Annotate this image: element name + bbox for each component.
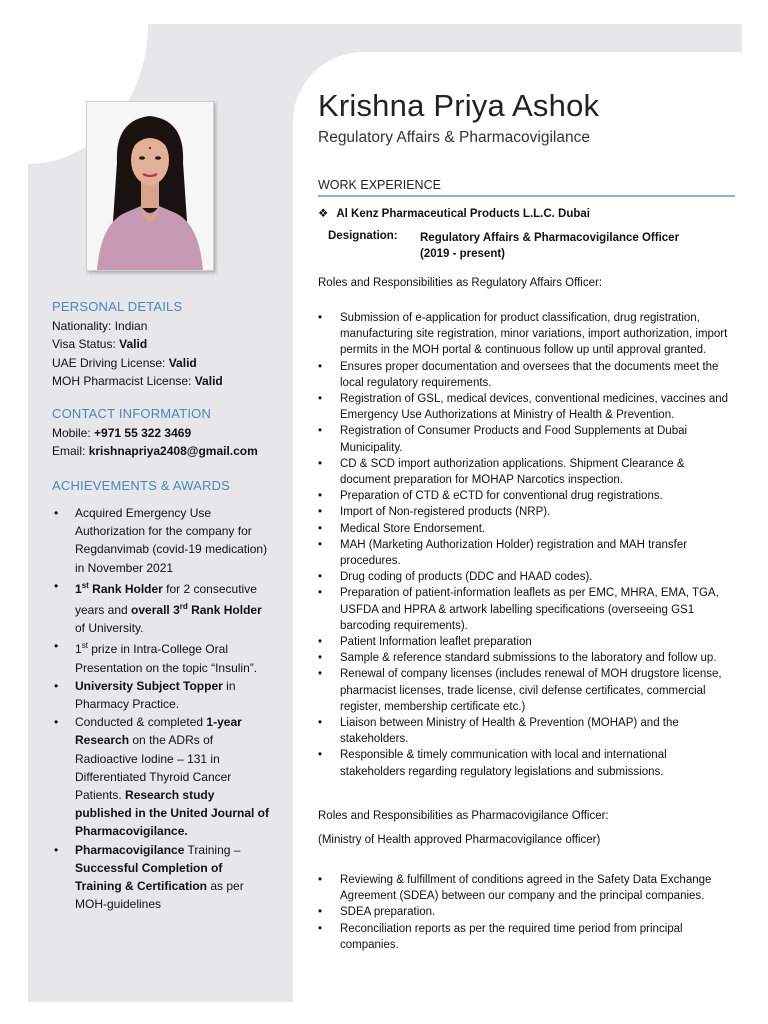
achievement-text: Successful Completion of Training & Certification [75, 860, 223, 894]
achievement-text: University Subject Topper [75, 678, 223, 693]
responsibility-item: • Medical Store Endorsement. [318, 521, 730, 537]
personal-details-section [52, 298, 223, 391]
responsibility-item: • Preparation of CTD & eCTD for conventional drug registrations. [318, 488, 730, 504]
responsibility-item: • Patient Information leaflet preparation [318, 634, 730, 650]
visa-label: Visa Status: [52, 337, 120, 351]
nationality-value: Indian [114, 318, 148, 333]
moh-license-value: Valid [194, 374, 223, 388]
company-name: Al Kenz Pharmaceutical Products L.L.C. Dubai [336, 208, 591, 220]
moh-license-line [52, 372, 223, 391]
email-line [52, 442, 258, 461]
visa-value: Valid [119, 337, 148, 351]
mobile-label: Mobile: [52, 425, 95, 440]
ra-responsibilities-list [318, 310, 730, 780]
achievement-sup: rd [179, 602, 188, 612]
achievement-text: Pharmacovigilance [75, 842, 185, 857]
responsibility-item: • MAH (Marketing Authorization Holder) registration and MAH transfer procedures. [318, 537, 730, 569]
achievement-item [52, 504, 272, 577]
achievement-text: for 2 consecutive years and [75, 581, 257, 618]
diamond-bullet-icon: ❖ [318, 208, 329, 220]
designation-title: Regulatory Affairs & Pharmacovigilance Officer [420, 232, 680, 244]
achievement-text: as per MOH-guidelines [75, 879, 244, 912]
responsibility-item: • Registration of Consumer Products and Food Supplements at Dubai Municipality. [318, 423, 730, 455]
driving-license-label: UAE Driving License: [52, 355, 169, 370]
achievement-item [52, 637, 272, 676]
work-experience-heading: WORK EXPERIENCE [318, 178, 441, 192]
contact-section [52, 405, 258, 461]
achievements-list [52, 504, 272, 913]
designation-value [420, 230, 679, 262]
ra-intro: Roles and Responsibilities as Regulatory Affairs Officer: [318, 277, 603, 289]
achievement-text: Conducted & completed [75, 715, 207, 730]
mobile-line [52, 424, 258, 443]
responsibility-item: • Registration of GSL, medical devices, conventional medicines, vaccines and Emergency Use Authorizations at Ministry of Health & Prevention. [318, 391, 730, 423]
responsibility-item: • Ensures proper documentation and oversees that the documents meet the local regulatory requirements. [318, 359, 730, 391]
achievement-text: prize in Intra-College Oral Presentation on the topic “Insulin”. [75, 642, 258, 675]
visa-line [52, 335, 223, 354]
responsibility-item: • Sample & reference standard submissions to the laboratory and follow up. [318, 650, 730, 666]
email-value[interactable]: krishnapriya2408@gmail.com [88, 444, 258, 458]
candidate-title: Regulatory Affairs & Pharmacovigilance [318, 129, 590, 146]
designation-label: Designation: [328, 230, 398, 242]
responsibility-item: • Responsible & timely communication with local and international stakeholders regarding regulatory legislations and submissions. [318, 747, 730, 779]
achievement-text: Rank Holder [187, 603, 262, 618]
achievement-text: 1 [75, 642, 82, 657]
driving-license-value: Valid [168, 355, 197, 370]
responsibility-item: • Reconciliation reports as per the required time period from principal companies. [318, 921, 730, 953]
pv-note: (Ministry of Health approved Pharmacovigilance officer) [318, 834, 601, 846]
pv-intro: Roles and Responsibilities as Pharmacovigilance Officer: [318, 810, 609, 822]
achievement-item [52, 677, 272, 713]
responsibility-item: • Reviewing & fulfillment of conditions agreed in the Safety Data Exchange Agreement (SDEA) between our company and the principal companies. [318, 872, 730, 904]
achievement-sup: st [81, 641, 88, 651]
pv-responsibilities-list [318, 872, 730, 953]
responsibility-item: • SDEA preparation. [318, 904, 730, 920]
achievement-text: overall 3 [131, 603, 180, 618]
candidate-name: Krishna Priya Ashok [318, 88, 600, 123]
achievement-item [52, 577, 272, 638]
achievement-text: Rank Holder [88, 581, 163, 596]
achievement-text: Research study published in the United Journal of Pharmacovigilance. [75, 788, 269, 839]
achievement-text: on the ADRs of Radioactive Iodine – 131 in Differentiated Thyroid Cancer Patients. [75, 733, 232, 803]
profile-photo [86, 101, 214, 271]
responsibility-item: • CD & SCD import authorization applications. Shipment Clearance & document preparation for MOHAP Narcotics inspection. [318, 456, 730, 488]
achievement-item [52, 713, 272, 840]
contact-heading: CONTACT INFORMATION [52, 406, 212, 421]
company-line [318, 206, 590, 220]
responsibility-item: • Drug coding of products (DDC and HAAD codes). [318, 569, 730, 585]
achievement-item [52, 841, 272, 914]
moh-license-label: MOH Pharmacist License: [52, 374, 195, 388]
email-label: Email: [52, 444, 89, 458]
achievements-heading: ACHIEVEMENTS & AWARDS [52, 478, 231, 493]
nationality-label: Nationality: [52, 318, 115, 333]
responsibility-item: • Renewal of company licenses (includes renewal of MOH drugstore license, pharmacist licenses, trade license, civil defense certificates, commercial register, membership certificate etc.) [318, 666, 730, 715]
nationality-line [52, 317, 223, 336]
responsibility-item: • Submission of e-application for product classification, drug registration, manufacturing site registration, minor variations, import authorization, import permits in the MOH portal & continuous follow up until approval granted. [318, 310, 730, 359]
achievement-text: Training – [184, 842, 241, 857]
achievement-text: of University. [75, 621, 144, 636]
achievement-text: 1-year Research [75, 715, 242, 748]
achievement-text: Acquired Emergency Use Authorization for the company for Regdanvimab (covid-19 medication) in November 2021 [75, 506, 268, 575]
mobile-value[interactable]: +971 55 322 3469 [94, 425, 192, 440]
responsibility-item: • Liaison between Ministry of Health & Prevention (MOHAP) and the stakeholders. [318, 715, 730, 747]
driving-license-line [52, 354, 223, 373]
achievement-text: in Pharmacy Practice. [75, 678, 236, 712]
designation-period: (2019 - present) [420, 248, 506, 260]
achievement-sup: st [81, 580, 89, 590]
achievement-text: 1 [75, 581, 82, 596]
responsibility-item: • Import of Non-registered products (NRP). [318, 504, 730, 520]
responsibility-item: • Preparation of patient-information leaflets as per EMC, MHRA, EMA, TGA, USFDA and HPRA & artwork labelling specifications (overseeing GS1 barcoding requirements). [318, 585, 730, 634]
personal-details-heading: PERSONAL DETAILS [52, 299, 183, 314]
section-divider [318, 195, 735, 197]
